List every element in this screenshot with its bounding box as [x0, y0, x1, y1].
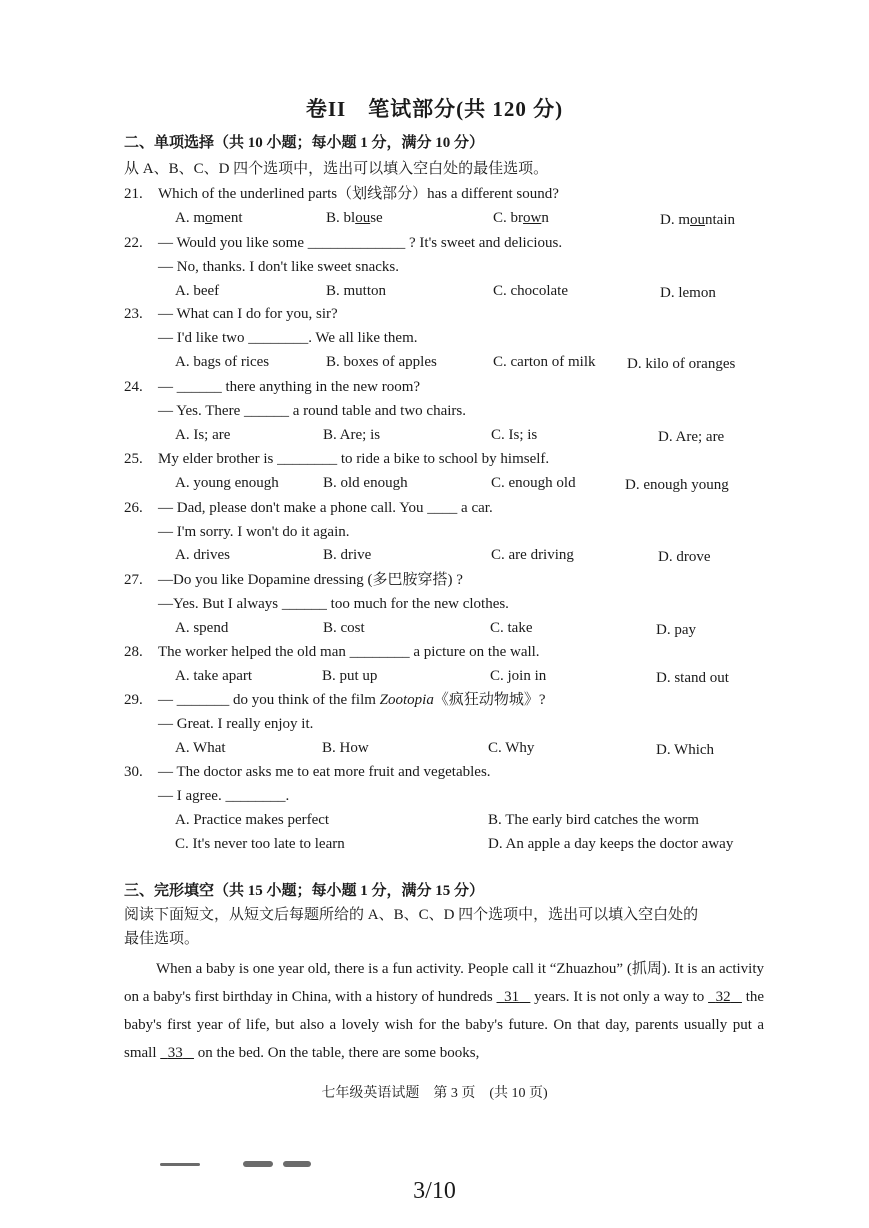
option-a: A. Practice makes perfect: [175, 812, 330, 828]
option-c: C. chocolate: [493, 283, 568, 299]
section2-heading: 二、单项选择（共 10 小题；每小题 1 分，满分 10 分）: [124, 135, 485, 151]
question-number: 27.: [124, 572, 143, 588]
option-d: D. drove: [658, 549, 711, 565]
scan-smudge: [243, 1161, 273, 1167]
option-b: B. drive: [323, 547, 372, 563]
page-footer: 七年级英语试题 第 3 页 (共 10 页): [321, 1086, 548, 1101]
underlined-letters: ou: [690, 212, 705, 228]
option-a: A. take apart: [175, 668, 253, 684]
question-text: — Would you like some _____________ ? It's sweet and delicious.: [158, 235, 563, 251]
question-text: Which of the underlined parts（划线部分）has a different sound?: [158, 186, 559, 202]
underlined-letters: ow: [523, 210, 542, 226]
option-a: A. young enough: [175, 475, 279, 491]
option-b: B. mutton: [326, 283, 387, 299]
option-c: C. join in: [490, 668, 547, 684]
question-number: 29.: [124, 692, 143, 708]
question-30-line2: — I agree. ________.: [158, 788, 290, 804]
option-d: D. Which: [656, 742, 715, 758]
option-b: B. put up: [322, 668, 378, 684]
option-a: A. drives: [175, 547, 230, 563]
question-number: 22.: [124, 235, 143, 251]
option-a: A. beef: [175, 283, 220, 299]
question-number: 24.: [124, 379, 143, 395]
underlined-letters: ou: [355, 210, 371, 226]
scan-smudge: [283, 1161, 311, 1167]
option-d: D. mountain: [660, 212, 735, 228]
option-c: C. It's never too late to learn: [175, 836, 345, 852]
option-c: C. brown: [493, 210, 549, 226]
blank-31: 31: [504, 989, 520, 1005]
question-26-line1: [124, 499, 493, 517]
underlined-letters: o: [205, 210, 213, 226]
question-number: 23.: [124, 306, 143, 322]
section2-instruction: 从 A、B、C、D 四个选项中，选出可以填入空白处的最佳选项。: [124, 161, 549, 177]
option-b: B. The early bird catches the worm: [488, 812, 699, 828]
question-23-line2: — I'd like two ________. We all like them.: [158, 330, 418, 346]
option-d: D. enough young: [625, 477, 729, 493]
option-c: C. Is; is: [491, 427, 538, 443]
question-24-line1: [124, 378, 420, 396]
film-title: Zootopia: [379, 692, 434, 708]
blank-33: 33: [167, 1045, 183, 1061]
option-c: C. Why: [488, 740, 535, 756]
option-b: B. Are; is: [323, 427, 381, 443]
option-c: C. enough old: [491, 475, 576, 491]
option-d: D. Are; are: [658, 429, 725, 445]
option-c: C. take: [490, 620, 533, 636]
question-27-line1: [124, 571, 463, 589]
question-number: 28.: [124, 644, 143, 660]
question-27-line2: —Yes. But I always ______ too much for the new clothes.: [158, 596, 509, 612]
question-30-line1: [124, 763, 491, 781]
option-b: B. blouse: [326, 210, 383, 226]
question-22-line2: — No, thanks. I don't like sweet snacks.: [158, 259, 399, 275]
option-b: B. old enough: [323, 475, 408, 491]
question-29-line1: 29. — _______ do you think of the film Zootopia《疯狂动物城》?: [124, 692, 546, 708]
blank-32: 32: [715, 989, 731, 1005]
question-22-line1: [124, 234, 562, 252]
option-d: D. kilo of oranges: [627, 356, 736, 372]
question-text: The worker helped the old man ________ a picture on the wall.: [158, 644, 540, 660]
option-d: D. pay: [656, 622, 696, 638]
option-b: B. How: [322, 740, 369, 756]
question-26-line2: — I'm sorry. I won't do it again.: [158, 524, 350, 540]
option-c: C. carton of milk: [493, 354, 596, 370]
section3-instruction: 阅读下面短文，从短文后每题所给的 A、B、C、D 四个选项中，选出可以填入空白处的: [124, 907, 699, 923]
section3-instruction-cont: 最佳选项。: [124, 931, 200, 947]
question-text: — ______ there anything in the new room?: [158, 379, 421, 395]
question-text: — What can I do for you, sir?: [158, 306, 338, 322]
option-b: B. boxes of apples: [326, 354, 437, 370]
cloze-passage: When a baby is one year old, there is a fun activity. People call it “Zhuazhou” (抓周). It is an activity on a baby's first birthday in China, with a history of hundreds 31 years. It is not only a way to 32 the baby's first year of life, but also a lovely wish for the baby's future. On that day, parents usually put a small 33 on the bed. On the table, there are some books,: [124, 961, 765, 1061]
option-a: A. moment: [175, 210, 243, 226]
question-number: 26.: [124, 500, 143, 516]
question-text: —Do you like Dopamine dressing (多巴胺穿搭) ?: [158, 572, 463, 588]
section3-heading: 三、完形填空（共 15 小题；每小题 1 分，满分 15 分）: [124, 883, 485, 899]
question-text: My elder brother is ________ to ride a bike to school by himself.: [158, 451, 550, 467]
question-29-line2: — Great. I really enjoy it.: [158, 716, 314, 732]
option-c: C. are driving: [491, 547, 574, 563]
option-a: A. bags of rices: [175, 354, 270, 370]
question-28-line1: [124, 643, 540, 661]
question-number: 25.: [124, 451, 143, 467]
question-number: 30.: [124, 764, 143, 780]
page-number: 3/10: [413, 1178, 456, 1204]
option-a: A. What: [175, 740, 226, 756]
option-a: A. spend: [175, 620, 229, 636]
option-d: D. stand out: [656, 670, 729, 686]
question-24-line2: — Yes. There ______ a round table and two chairs.: [158, 403, 466, 419]
question-23-line1: [124, 305, 338, 323]
option-d: D. An apple a day keeps the doctor away: [488, 836, 734, 852]
option-d: D. lemon: [660, 285, 716, 301]
option-b: B. cost: [323, 620, 365, 636]
question-text: — The doctor asks me to eat more fruit and vegetables.: [158, 764, 491, 780]
question-21-stem: [124, 185, 559, 203]
page-title: 卷II 笔试部分(共 120 分): [305, 97, 564, 121]
question-25-line1: [124, 450, 549, 468]
scan-smudge: [160, 1163, 200, 1166]
option-a: A. Is; are: [175, 427, 231, 443]
question-text: — Dad, please don't make a phone call. You ____ a car.: [158, 500, 493, 516]
question-number: 21.: [124, 186, 143, 202]
